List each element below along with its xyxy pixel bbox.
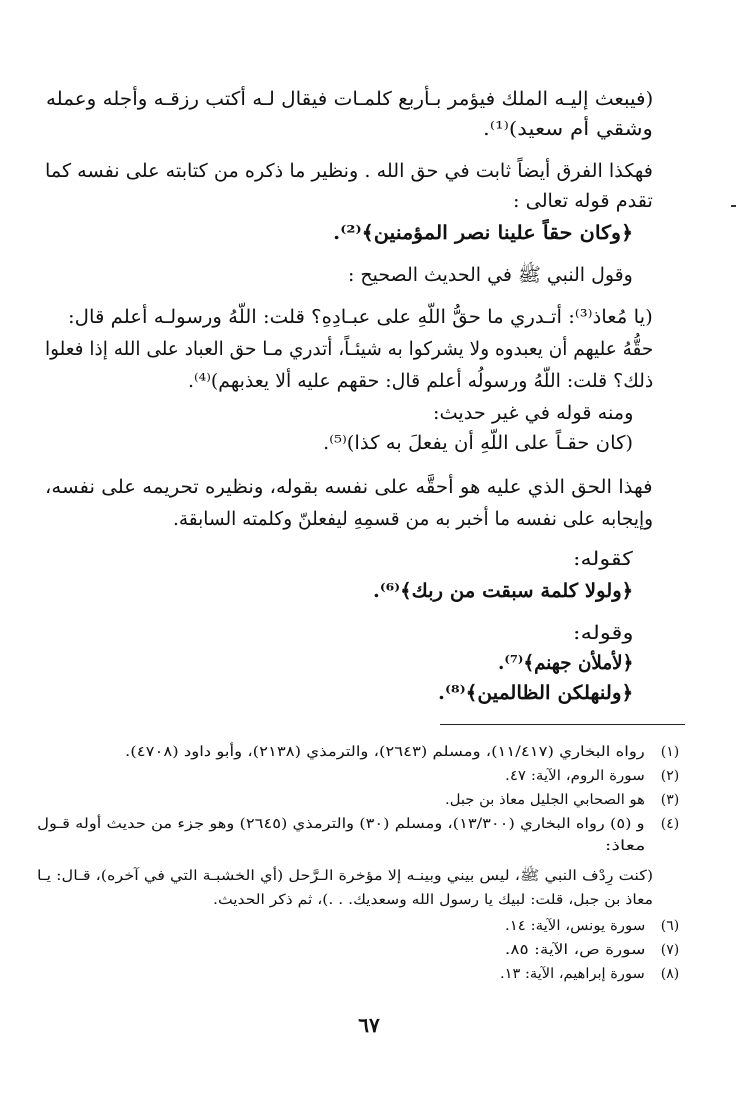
body-line: وقوله: [572, 622, 633, 644]
body-line: ﴿ولنهلكن الظالمين﴾⁽⁸⁾. [437, 682, 633, 704]
footnote-text: معاذ بن جبل، قلت: لبيك يا رسول الله وسعديك. . .)، ثم ذكر الحديث. [213, 892, 653, 908]
body-line: (كان حقـاً على اللّهِ أن يفعلَ به كذا)⁽⁵⁾. [322, 432, 633, 454]
footnote-text: (كنت رِدْف النبي ﷺ، ليس بيني وبينـه إلا مؤخرة الـرَّحل (أي الخشبـة التي في آخره)، قـال: يـا [36, 868, 653, 884]
footnote-text: سورة يونس، الآية: ١٤. [504, 918, 645, 934]
body-line: كقوله: [573, 548, 633, 570]
footnote-number: (٣) [660, 792, 680, 808]
footnote-separator [440, 724, 685, 725]
body-line: ومنه قوله في غير حديث: [432, 402, 633, 424]
body-line: (فيبعث إليـه الملك فيؤمر بـأربع كلمـات فيقال لـه أكتب رزقـه وأجله وعمله [45, 88, 653, 110]
body-line: فهكذا الفرق أيضاً ثابت في حق الله . ونظير ما ذكره من كتابته على نفسه كما [45, 160, 653, 182]
body-line: (يا مُعاذ⁽³⁾: أتـدري ما حقُّ اللّهِ على عبـادِهِ؟ قلت: اللّهُ ورسولـه أعلم قال: [68, 306, 653, 328]
body-line: فهذا الحق الذي عليه هو أحقَّه على نفسه بقوله، ونظيره تحريمه على نفسه، [45, 476, 653, 498]
body-line: حقُّهُ عليهم أن يعبدوه ولا يشركوا به شيئـاً، أتدري مـا حق العباد على الله إذا فعلوا [44, 338, 653, 360]
footnote-number: (٦) [660, 918, 680, 934]
footnote-text: سورة إبراهيم، الآية: ١٣. [500, 966, 645, 982]
footnote-text: هو الصحابي الجليل معاذ بن جبل. [445, 792, 645, 808]
footnote-text: رواه البخاري (١١/٤١٧)، ومسلم (٢٦٤٣)، والترمذي (٢١٣٨)، وأبو داود (٤٧٠٨). [125, 744, 645, 760]
page-number: ٦٧ [358, 1013, 380, 1037]
footnote-number: (٢) [660, 768, 680, 784]
footnote-text: و (٥) رواه البخاري (١٣/٣٠٠)، ومسلم (٣٠) والترمذي (٢٦٤٥) وهو جزء من حديث أوله قـول [37, 816, 645, 832]
body-line: وقول النبي ﷺ في الحديث الصحيح : [348, 264, 633, 286]
margin-mark [731, 205, 736, 207]
body-line: ﴿ولولا كلمة سبقت من ربك﴾⁽⁶⁾. [372, 580, 633, 602]
footnote-number: (٧) [660, 942, 680, 958]
body-line: ذلك؟ قلت: اللّهُ ورسولُه أعلم قال: حقهم عليه ألا يعذبهم)⁽⁴⁾. [187, 370, 653, 392]
body-line: ﴿وكان حقاً علينا نصر المؤمنين﴾⁽²⁾. [332, 222, 633, 244]
footnote-text: معاذ: [604, 838, 645, 854]
body-line: تقدم قوله تعالى : [513, 190, 653, 212]
footnote-number: (١) [660, 744, 680, 760]
body-line: وشقي أم سعيد)⁽¹⁾. [483, 118, 653, 140]
footnote-number: (٨) [660, 966, 680, 982]
body-line: وإيجابه على نفسه ما أخبر به من قسمِهِ ليفعلنّ وكلمته السابقة. [172, 508, 653, 530]
footnote-number: (٤) [660, 816, 680, 832]
footnote-text: سورة ص، الآية: ٨٥. [504, 942, 645, 958]
footnote-text: سورة الروم، الآية: ٤٧. [505, 768, 645, 784]
body-line: ﴿لأملأن جهنم﴾⁽⁷⁾. [497, 652, 633, 674]
